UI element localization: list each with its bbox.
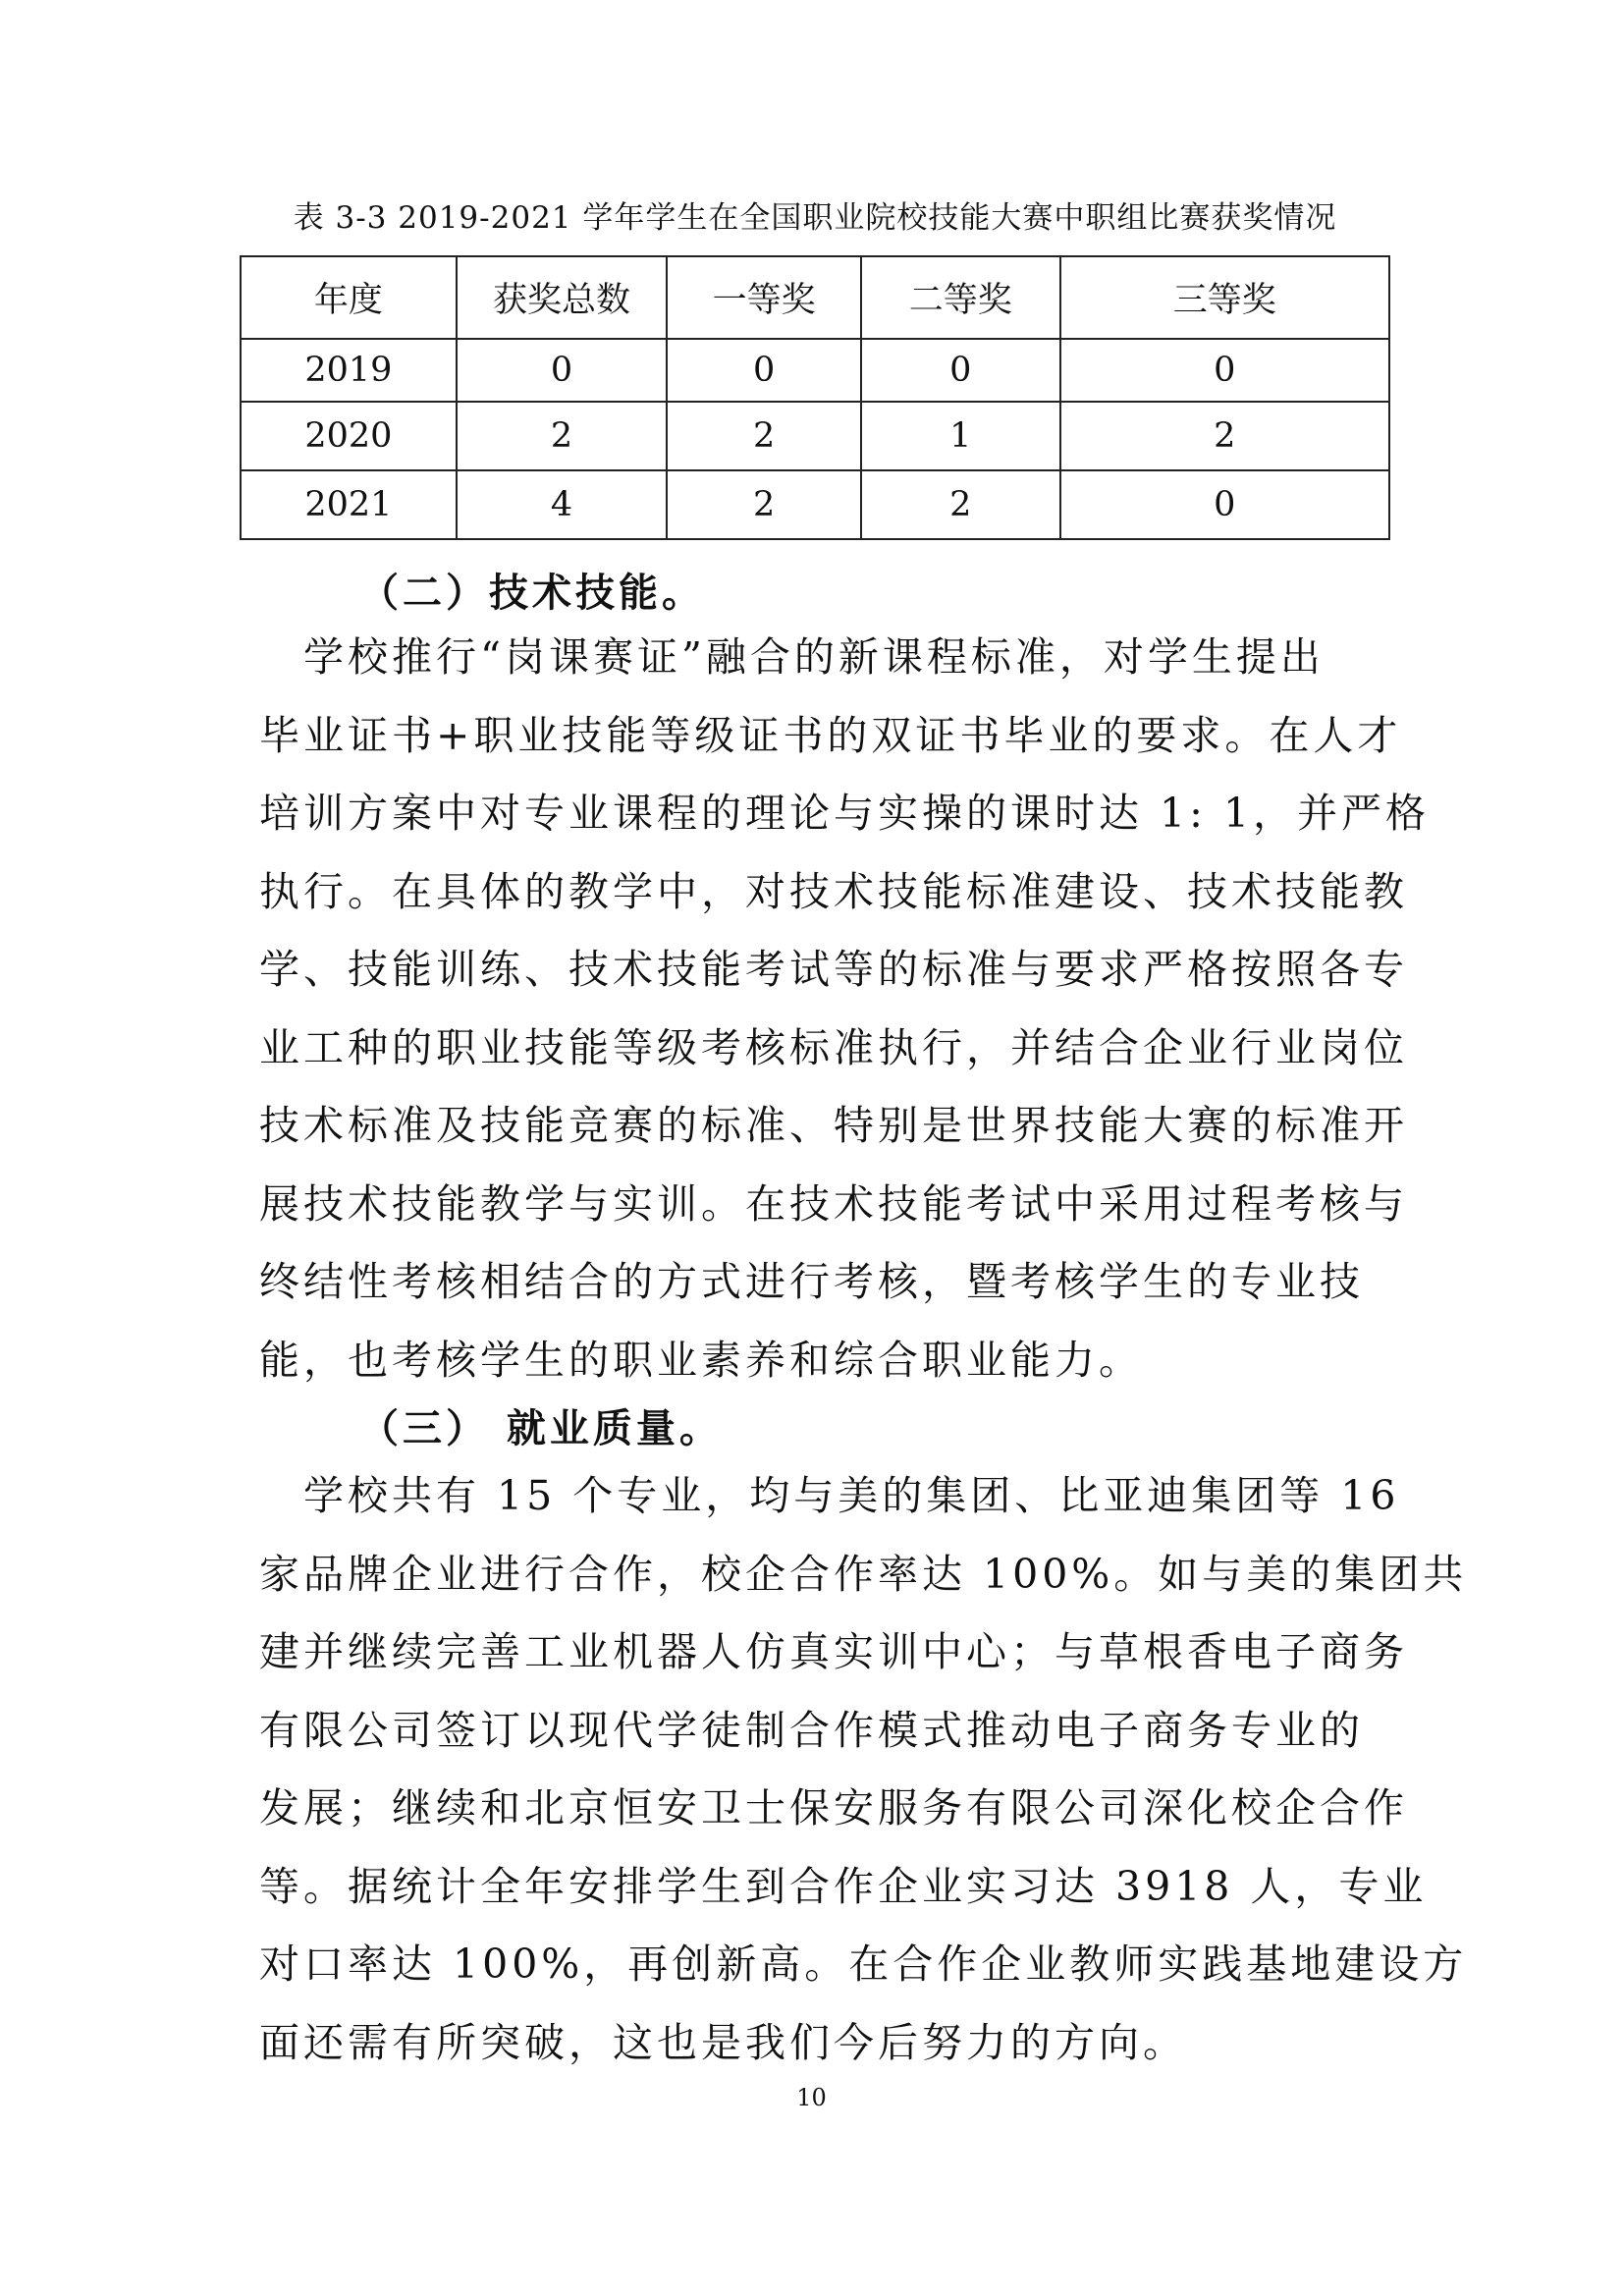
cell-first-prize: 2	[667, 470, 861, 539]
paragraph-line: 毕业证书+职业技能等级证书的双证书毕业的要求。在人才	[259, 711, 1402, 759]
page-number: 10	[796, 2084, 827, 2111]
paragraph-line: 培训方案中对专业课程的理论与实操的课时达 1: 1，并严格	[259, 790, 1431, 837]
table-row	[241, 339, 1389, 402]
cell-year: 2021	[241, 470, 457, 539]
header-second-prize: 二等奖	[861, 256, 1060, 339]
cell-second-prize: 1	[861, 402, 1060, 470]
paragraph-employment-quality	[259, 1457, 1468, 2082]
table-row	[241, 470, 1389, 539]
paragraph-line: 面还需有所突破，这也是我们今后努力的方向。	[259, 2018, 1187, 2066]
paragraph-line: 等。据统计全年安排学生到合作企业实习达 3918 人，专业	[259, 1862, 1428, 1910]
paragraph-line: 学校推行“岗课赛证”融合的新课程标准，对学生提出	[259, 633, 1325, 681]
paragraph-line: 终结性考核相结合的方式进行考核，暨考核学生的专业技	[259, 1258, 1364, 1305]
cell-year: 2019	[241, 339, 457, 402]
cell-second-prize: 0	[861, 339, 1060, 402]
paragraph-line: 学校共有 15 个专业，均与美的集团、比亚迪集团等 16	[259, 1472, 1400, 1519]
cell-third-prize: 0	[1060, 339, 1389, 402]
awards-table	[240, 255, 1390, 540]
cell-third-prize: 0	[1060, 470, 1389, 539]
table-header-row	[241, 256, 1389, 339]
header-first-prize: 一等奖	[667, 256, 861, 339]
cell-third-prize: 2	[1060, 402, 1389, 470]
cell-first-prize: 2	[667, 402, 861, 470]
header-total: 获奖总数	[457, 256, 668, 339]
paragraph-line: 发展；继续和北京恒安卫士保安服务有限公司深化校企合作	[259, 1784, 1408, 1831]
header-year: 年度	[241, 256, 457, 339]
cell-total: 2	[457, 402, 668, 470]
paragraph-line: 能，也考核学生的职业素养和综合职业能力。	[259, 1336, 1143, 1384]
section-heading-employment-quality: （三） 就业质量。	[359, 1405, 723, 1451]
paragraph-line: 学、技能训练、技术技能考试等的标准与要求严格按照各专	[259, 946, 1408, 993]
paragraph-line: 业工种的职业技能等级考核标准执行，并结合企业行业岗位	[259, 1023, 1408, 1071]
cell-second-prize: 2	[861, 470, 1060, 539]
paragraph-line: 执行。在具体的教学中，对技术技能标准建设、技术技能教	[259, 867, 1408, 915]
cell-first-prize: 0	[667, 339, 861, 402]
section-heading-technical-skills: （二）技术技能。	[359, 570, 705, 616]
cell-year: 2020	[241, 402, 457, 470]
table-caption: 表 3-3 2019-2021 学年学生在全国职业院校技能大赛中职组比赛获奖情况	[293, 200, 1337, 236]
paragraph-line: 技术标准及技能竞赛的标准、特别是世界技能大赛的标准开	[259, 1102, 1408, 1149]
table-row	[241, 402, 1389, 470]
header-third-prize: 三等奖	[1060, 256, 1389, 339]
paragraph-line: 对口率达 100%，再创新高。在合作企业教师实践基地建设方	[259, 1941, 1468, 1988]
paragraph-line: 有限公司签订以现代学徒制合作模式推动电子商务专业的	[259, 1706, 1364, 1754]
paragraph-line: 建并继续完善工业机器人仿真实训中心；与草根香电子商务	[259, 1628, 1408, 1675]
paragraph-technical-skills	[259, 619, 1431, 1399]
paragraph-line: 家品牌企业进行合作，校企合作率达 100%。如与美的集团共	[259, 1550, 1468, 1598]
paragraph-line: 展技术技能教学与实训。在技术技能考试中采用过程考核与	[259, 1179, 1408, 1228]
cell-total: 0	[457, 339, 668, 402]
cell-total: 4	[457, 470, 668, 539]
